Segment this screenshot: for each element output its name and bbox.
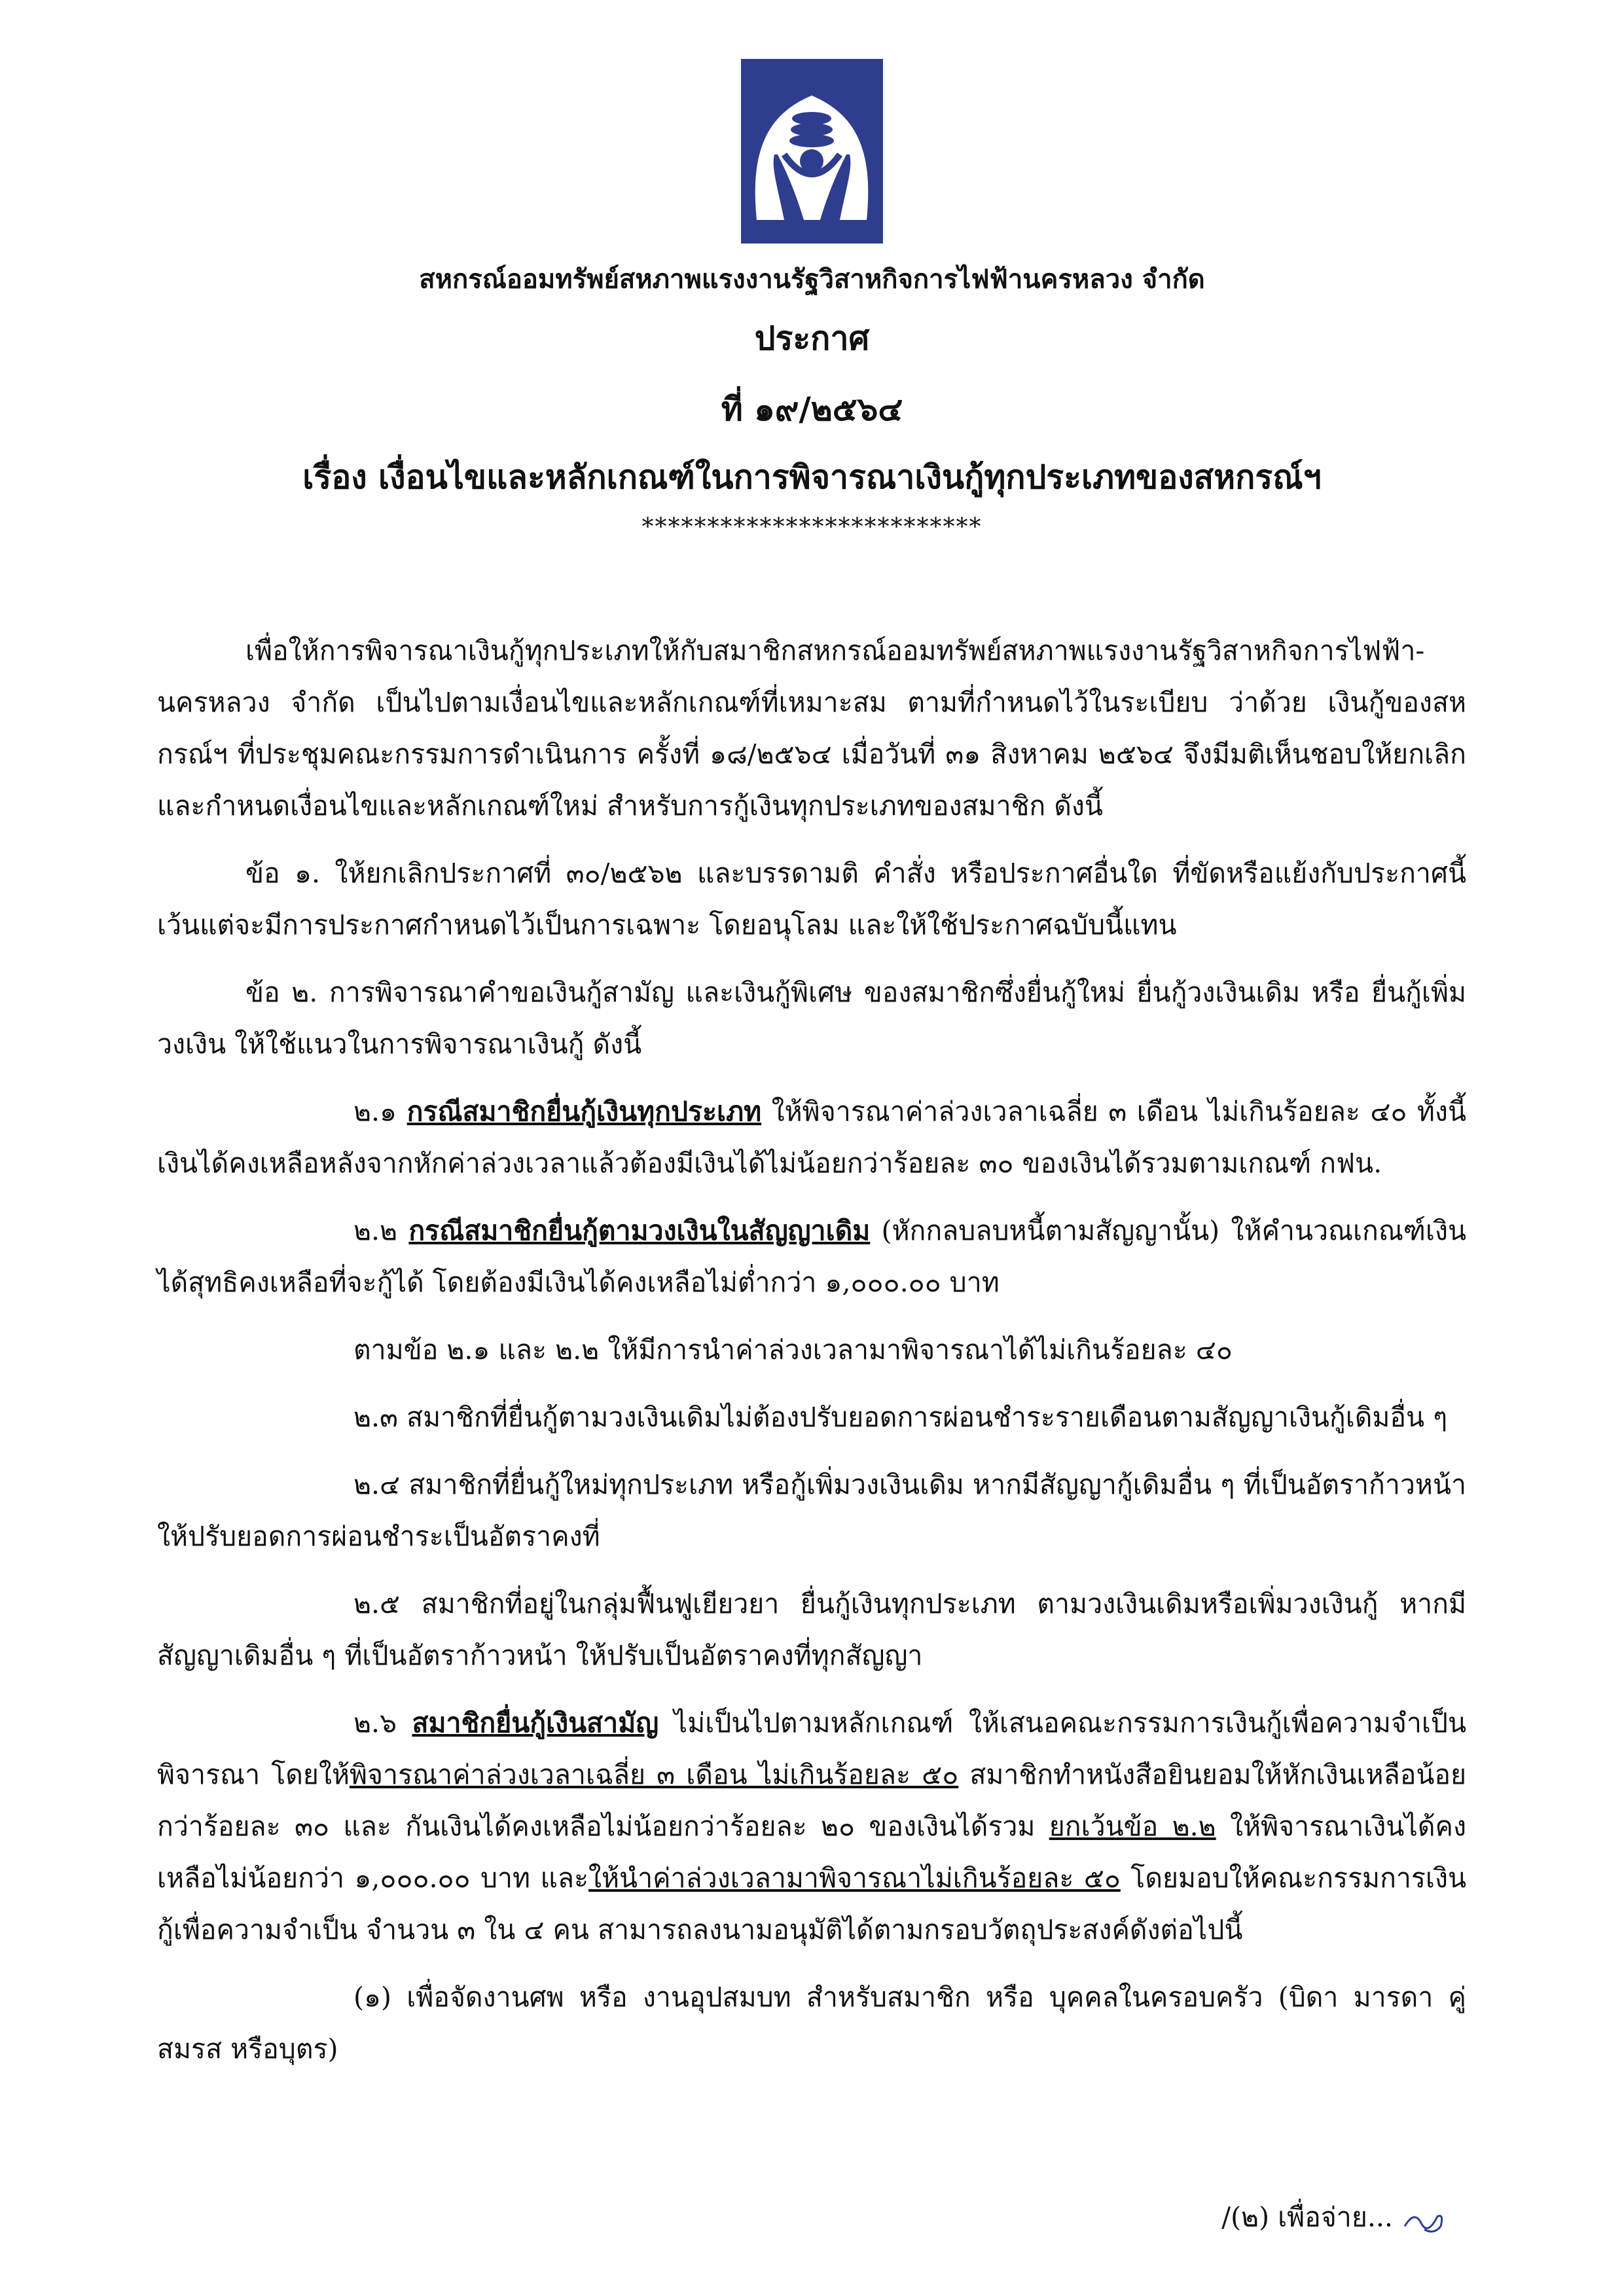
- clause-2: ข้อ ๒. การพิจารณาคำขอเงินกู้สามัญ และเงินกู้พิเศษ ของสมาชิกซึ่งยื่นกู้ใหม่ ยื่นกู้วงเงินเดิม หรือ ยื่นกู้เพิ่มวงเงิน ให้ใช้แนวในการพิจารณาเงินกู้ ดังนี้: [157, 977, 1466, 1060]
- clause-2-1-number: ๒.๑: [353, 1096, 397, 1127]
- initial-signature-icon: [1401, 2203, 1447, 2236]
- continuation-note: [1221, 2196, 1447, 2239]
- clause-2-2-text: (หักกลบลบหนี้ตามสัญญานั้น) ให้คำนวณเกณฑ์เงินได้สุทธิคงเหลือที่จะกู้ได้ โดยต้องมีเงินได้คงเหลือไม่ต่ำกว่า ๑,๐๐๐.๐๐ บาท: [157, 1215, 1466, 1298]
- document-subject: เรื่อง เงื่อนไขและหลักเกณฑ์ในการพิจารณาเงินกู้ทุกประเภทของสหกรณ์ฯ: [302, 458, 1322, 496]
- cooperative-logo: [738, 56, 886, 246]
- clause-2-6-underline-3: ให้นำค่าล่วงเวลามาพิจารณาไม่เกินร้อยละ ๕๐: [588, 1862, 1121, 1894]
- clause-2-6-text-a: ไม่เป็นไปตามหลักเกณฑ์ ให้เสนอคณะกรรมการเงินกู้เพื่อความจำเป็นพิจารณา โดยให้: [157, 1707, 1466, 1790]
- clause-2-5: ๒.๕ สมาชิกที่อยู่ในกลุ่มฟื้นฟูเยียวยา ยื่นกู้เงินทุกประเภท ตามวงเงินเดิมหรือเพิ่มวงเงินกู้ หากมีสัญญาเดิมอื่น ๆ ที่เป็นอัตราก้าวหน้า ให้ปรับเป็นอัตราคงที่ทุกสัญญา: [157, 1588, 1466, 1671]
- intro-paragraph: เพื่อให้การพิจารณาเงินกู้ทุกประเภทให้กับสมาชิกสหกรณ์ออมทรัพย์สหภาพแรงงานรัฐวิสาหกิจการไฟฟ้า-นครหลวง จำกัด เป็นไปตามเงื่อนไขและหลักเกณฑ์ที่เหมาะสม ตามที่กำหนดไว้ในระเบียบ ว่าด้วย เงินกู้ของสหกรณ์ฯ ที่ประชุมคณะกรรมการดำเนินการ ครั้งที่ ๑๘/๒๕๖๔ เมื่อวันที่ ๓๑ สิงหาคม ๒๕๖๔ จึงมีมติเห็นชอบให้ยกเลิกและกำหนดเงื่อนไขและหลักเกณฑ์ใหม่ สำหรับการกู้เงินทุกประเภทของสมาชิก ดังนี้: [157, 635, 1466, 822]
- continuation-text: /(๒) เพื่อจ่าย...: [1221, 2201, 1393, 2233]
- clause-2-2-number: ๒.๒: [353, 1215, 398, 1246]
- clause-2-1-text: ให้พิจารณาค่าล่วงเวลาเฉลี่ย ๓ เดือน ไม่เกินร้อยละ ๔๐ ทั้งนี้ เงินได้คงเหลือหลังจากหักค่าล่วงเวลาแล้วต้องมีเงินได้ไม่น้อยกว่าร้อยละ ๓๐ ของเงินได้รวมตามเกณฑ์ กฟน.: [157, 1096, 1466, 1179]
- clause-2-6: [157, 1697, 1466, 1956]
- clause-2-6-number: ๒.๖: [353, 1707, 397, 1739]
- item-1: (๑) เพื่อจัดงานศพ หรือ งานอุปสมบท สำหรับสมาชิก หรือ บุคคลในครอบครัว (บิดา มารดา คู่สมรส หรือบุตร): [157, 1981, 1466, 2065]
- document-body: [157, 625, 1466, 2091]
- document-number: ที่ ๑๙/๒๕๖๔: [721, 389, 903, 428]
- document-type: ประกาศ: [754, 319, 870, 357]
- clause-2-6-title: สมาชิกยื่นกู้เงินสามัญ: [412, 1707, 659, 1739]
- clause-2-6-underline-1: พิจารณาค่าล่วงเวลาเฉลี่ย ๓ เดือน ไม่เกินร้อยละ ๕๐: [350, 1759, 959, 1790]
- clause-2-2: [157, 1205, 1466, 1309]
- clause-2-6-text-d: โดยมอบให้คณะกรรมการเงินกู้เพื่อความจำเป็น จำนวน ๓ ใน ๔ คน สามารถลงนามอนุมัติได้ตามกรอบวัตถุประสงค์ดังต่อไปนี้: [157, 1862, 1466, 1945]
- clause-2-4: ๒.๔ สมาชิกที่ยื่นกู้ใหม่ทุกประเภท หรือกู้เพิ่มวงเงินเดิม หากมีสัญญากู้เดิมอื่น ๆ ที่เป็นอัตราก้าวหน้า ให้ปรับยอดการผ่อนชำระเป็นอัตราคงที่: [157, 1469, 1466, 1552]
- clause-2-3: ๒.๓ สมาชิกที่ยื่นกู้ตามวงเงินเดิมไม่ต้องปรับยอดการผ่อนชำระรายเดือนตามสัญญาเงินกู้เดิมอื่น ๆ: [353, 1401, 1448, 1433]
- organization-name: สหกรณ์ออมทรัพย์สหภาพแรงงานรัฐวิสาหกิจการไฟฟ้านครหลวง จำกัด: [419, 264, 1205, 295]
- clause-2-1: [157, 1086, 1466, 1189]
- clause-2-6-text-b: สมาชิกทำหนังสือยินยอมให้หักเงินเหลือน้อยกว่าร้อยละ ๓๐ และ กันเงินได้คงเหลือไม่น้อยกว่าร้อยละ ๒๐ ของเงินได้รวม: [157, 1759, 1466, 1842]
- separator: **************************: [641, 514, 983, 541]
- clause-2-2-title: กรณีสมาชิกยื่นกู้ตามวงเงินในสัญญาเดิม: [408, 1215, 871, 1246]
- clause-2-1-title: กรณีสมาชิกยื่นกู้เงินทุกประเภท: [406, 1096, 762, 1127]
- clause-2-6-text-c: ให้พิจารณาเงินได้คงเหลือไม่น้อยกว่า ๑,๐๐๐.๐๐ บาท และ: [157, 1811, 1466, 1894]
- clause-2-6-underline-2: ยกเว้นข้อ ๒.๒: [1049, 1811, 1216, 1842]
- clause-1: ข้อ ๑. ให้ยกเลิกประกาศที่ ๓๐/๒๕๖๒ และบรรดามติ คำสั่ง หรือประกาศอื่นใด ที่ขัดหรือแย้งกับประกาศนี้ เว้นแต่จะมีการประกาศกำหนดไว้เป็นการเฉพาะ โดยอนุโลม และให้ใช้ประกาศฉบับนี้แทน: [157, 858, 1466, 941]
- clause-2-2-note: ตามข้อ ๒.๑ และ ๒.๒ ให้มีการนำค่าล่วงเวลามาพิจารณาได้ไม่เกินร้อยละ ๔๐: [353, 1334, 1233, 1365]
